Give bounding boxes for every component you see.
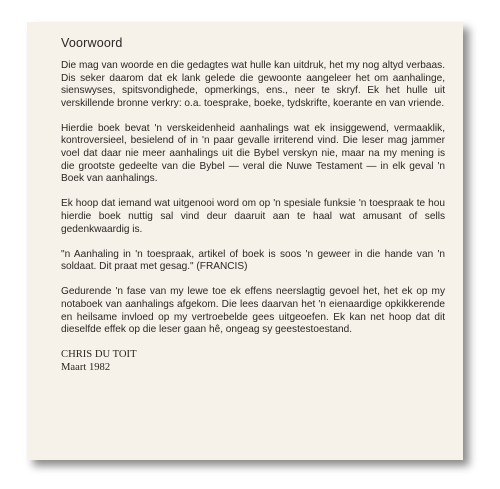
paragraph-1: Die mag van woorde en die gedagtes wat hulle kan uitdruk, het my nog altyd verbaas. Dis seker daarom dat ek lank gelede die gewoonte aangeleer het om aanhalinge, sienswyses, spitsvondighede, opmerkings, ens., neer te skryf. Ek het hulle uit verskillende bronne verkry: o.a. toesprake, boeke, tydskrifte, koerante en van vriende. bbox=[61, 60, 445, 109]
paragraph-2: Hierdie boek bevat 'n verskeidenheid aanhalings wat ek insiggewend, vermaaklik, kontroversieel, besielend of in 'n paar gevalle irriterend vind. Die leser mag jammer voel dat daar nie meer aanhalings uit die Bybel verskyn nie, maar na my mening is die grootste gedeelte van die Bybel — veral die Nuwe Testament — in elk geval 'n Boek van aanhalings. bbox=[61, 122, 445, 185]
signature-date: Maart 1982 bbox=[61, 361, 111, 373]
paragraph-5: Gedurende 'n fase van my lewe toe ek effens neerslagtig gevoel het, het ek op my notaboek van aanhalings afgekom. Die lees daarvan het 'n eienaardige opkikkerende en heilsame invloed op my vertroebelde gees uitgeoefen. Ek kan net hoop dat dit dieselfde effek op die leser gaan hê, ongeag sy geestestoestand. bbox=[61, 286, 445, 336]
paragraph-3: Ek hoop dat iemand wat uitgenooi word om op 'n spesiale funksie 'n toespraak te hou hierdie boek nuttig sal vind deur daaruit aan te haal wat amusant of sells gedenkwaardig is. bbox=[61, 198, 445, 235]
page-title: Voorwoord bbox=[61, 36, 123, 50]
paragraph-quote: "n Aanhaling in 'n toespraak, artikel of boek is soos 'n geweer in die hande van 'n soldaat. Dit praat met gesag." (FRANCIS) bbox=[61, 248, 445, 273]
book-page bbox=[27, 22, 463, 460]
author-name: CHRIS DU TOIT bbox=[61, 349, 137, 361]
